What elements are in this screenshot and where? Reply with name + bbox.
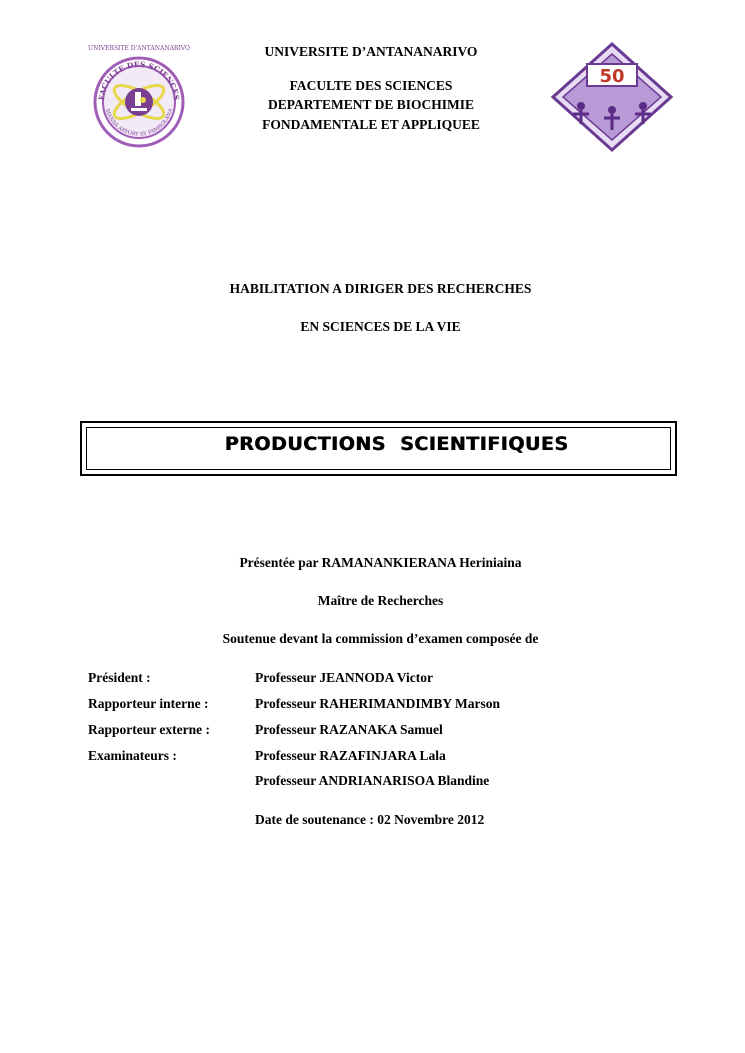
- logo-ring-text: FACULTE DES SCIENCES: [96, 59, 182, 101]
- committee-member: Professeur ANDRIANARISOA Blandine: [255, 773, 490, 788]
- committee-role: Rapporteur interne :: [88, 696, 209, 711]
- committee-member: Professeur RAZANAKA Samuel: [255, 722, 443, 737]
- faculty-logo: [86, 40, 192, 152]
- degree-line-1: HABILITATION A DIRIGER DES RECHERCHES: [229, 281, 532, 296]
- defense-date: Date de soutenance : 02 Novembre 2012: [255, 812, 485, 827]
- presented-by: Présentée par RAMANANKIERANA Heriniaina: [239, 555, 522, 570]
- university-name: UNIVERSITE D’ANTANANARIVO: [264, 44, 478, 59]
- committee-role: Président :: [88, 670, 151, 685]
- committee-role: Rapporteur externe :: [88, 722, 210, 737]
- title-box: [80, 421, 677, 476]
- anniversary-logo: [549, 40, 675, 154]
- degree-line-2: EN SCIENCES DE LA VIE: [300, 319, 461, 334]
- committee-member: Professeur RAZAFINJARA Lala: [255, 748, 446, 763]
- committee-member: Professeur RAHERIMANDIMBY Marson: [255, 696, 500, 711]
- department-line-1: DEPARTEMENT DE BIOCHIMIE: [267, 97, 475, 112]
- defense-intro: Soutenue devant la commission d’examen composée de: [222, 631, 539, 646]
- committee-member: Professeur JEANNODA Victor: [255, 670, 433, 685]
- department-line-2: FONDAMENTALE ET APPLIQUEE: [262, 117, 480, 132]
- logo-top-text: UNIVERSITE D'ANTANANARIVO: [88, 45, 190, 52]
- faculty-name: FACULTE DES SCIENCES: [289, 78, 453, 93]
- committee-role: Examinateurs :: [88, 748, 177, 763]
- document-title: PRODUCTIONS SCIENTIFIQUES: [224, 433, 569, 455]
- anniversary-number: 50: [599, 66, 625, 87]
- logo-bottom-text: SIANSA ARYORY SY FAMBOLANA: [103, 108, 175, 138]
- candidate-rank: Maître de Recherches: [317, 593, 444, 608]
